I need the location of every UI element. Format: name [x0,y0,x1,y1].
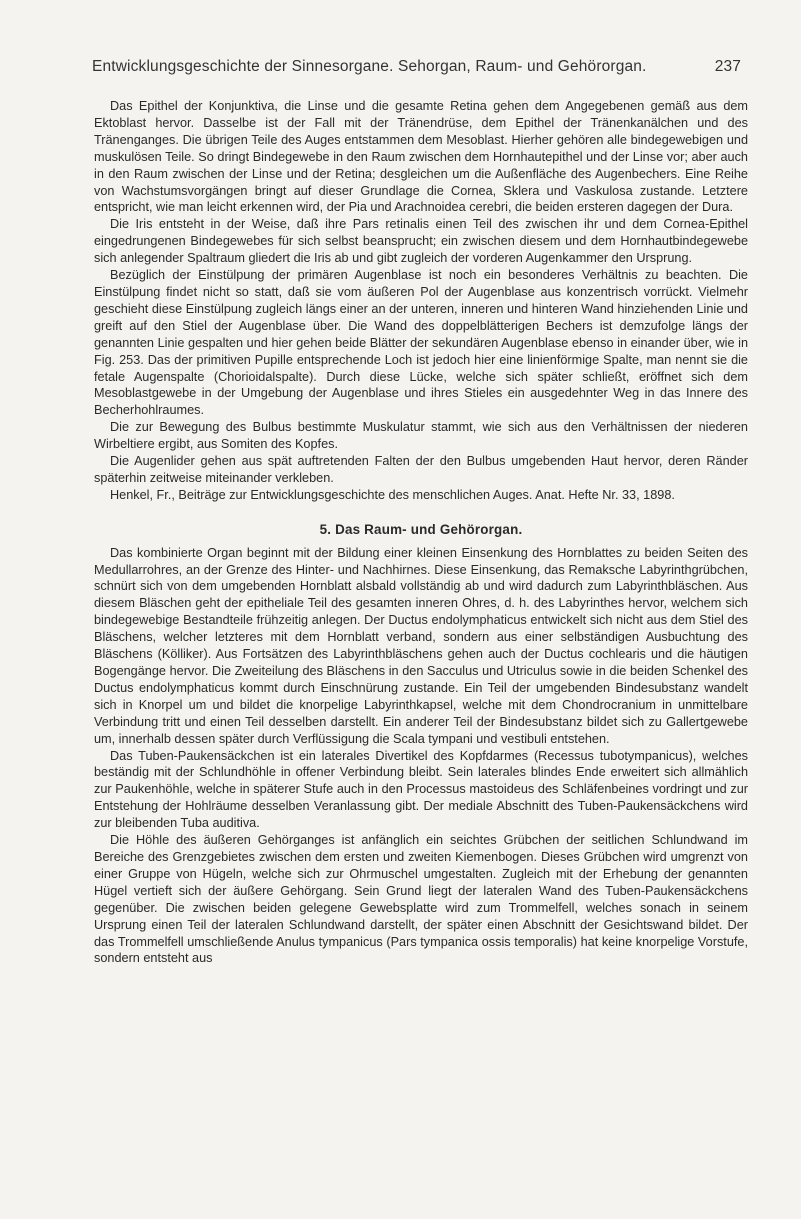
page-number: 237 [714,58,741,75]
paragraph: Das kombinierte Organ beginnt mit der Bildung einer kleinen Einsenkung des Hornblattes zu beiden Seiten des Medullarrohres, an der Grenze des Hinter- und Nachhirnes. Diese Einsenkung, das Remaksche Labyrinthgrübchen, schnürt sich von dem umgebenden Hornblatt alsbald vollständig ab und wird dadurch zum Labyrinthbläschen. Aus diesem Bläschen geht der epitheliale Teil des gesamten inneren Ohres, d. h. des Labyrinthes hervor, welchem sich bindegewebige Bestandteile frühzeitig anlegen. Der Ductus endolymphaticus entwickelt sich nicht aus dem Stiel des Bläschens, welcher letzteres mit dem Hornblatt verband, sondern aus einer selbständigen Ausbuchtung des Bläschens (Kölliker). Aus Fortsätzen des Labyrinthbläschens gehen auch der Ductus cochlearis und die häutigen Bogengänge hervor. Die Zweiteilung des Bläschens in den Sacculus und Utriculus sowie in die beiden Schenkel des Ductus endolymphaticus kommt durch Einschnürung zustande. Ein Teil der umgebenden Bindesubstanz wandelt sich in Knorpel um und bildet die knorpelige Labyrinthkapsel, welche mit dem Chondrocranium in unmittelbare Verbindung tritt und einen Teil desselben darstellt. Ein anderer Teil der Bindesubstanz bildet sich zu Gallertgewebe um, innerhalb dessen später durch Verflüssigung die Scala tympani und vestibuli entstehen. [94,545,748,746]
section-heading: 5. Das Raum- und Gehörorgan. [319,521,523,537]
literature-reference: Henkel, Fr., Beiträge zur Entwicklungsgeschichte des menschlichen Auges. Anat. Hefte Nr. 33, 1898. [110,487,675,502]
running-header [92,58,741,76]
paragraph: Das Epithel der Konjunktiva, die Linse und die gesamte Retina gehen dem Angegebenen gemäß aus dem Ektoblast hervor. Dasselbe ist der Fall mit der Tränendrüse, dem Epithel der Tränenkanälchen und des Tränenganges. Die übrigen Teile des Auges entstammen dem Mesoblast. Hierher gehören alle bindegewebigen und muskulösen Teile. So dringt Bindegewebe in den Raum zwischen dem Hornhautepithel und der Linse vor; aber auch in den Raum zwischen der Linse und der Retina; desgleichen um die Außenfläche des Augenbechers. Eine Reihe von Wachstumsvorgängen bringt auf dieser Grundlage die Cornea, Sklera und Vaskulosa zustande. Letztere entspricht, wie man leicht erkennen wird, der Pia und Arachnoidea cerebri, die beiden ersteren dagegen der Dura. [94,99,748,215]
body-text [94,98,748,967]
paragraph: Die Iris entsteht in der Weise, daß ihre Pars retinalis einen Teil des zwischen ihr und dem Cornea-Epithel eingedrungenen Bindegewebes für sich selbst beansprucht; ein zwischen diesem und dem Hornhautbindegewebe sich anlegender Spaltraum gliedert die Iris ab und gibt zugleich der vorderen Augenkammer den Ursprung. [94,217,748,266]
paragraph: Die zur Bewegung des Bulbus bestimmte Muskulatur stammt, wie sich aus den Verhältnissen der niederen Wirbeltiere ergibt, aus Somiten des Kopfes. [94,420,748,452]
paragraph: Die Augenlider gehen aus spät auftretenden Falten der den Bulbus umgebenden Haut hervor, deren Ränder späterhin zeitweise miteinander verkleben. [94,454,748,485]
paragraph: Die Höhle des äußeren Gehörganges ist anfänglich ein seichtes Grübchen der seitlichen Schlundwand im Bereiche des Grenzgebietes zwischen dem ersten und zweiten Kiemenbogen. Dieses Grübchen wird umgrenzt von einer Gruppe von Hügeln, welche sich zur Ohrmuschel umgestalten. Zugleich mit der Erhebung der genannten Hügel vertieft sich der äußere Gehörgang. Sein Grund liegt der lateralen Wand des Tuben-Paukensäckchens gegenüber. Die zwischen beiden gelegene Gewebsplatte wird zum Trommelfell, welches sonach in seinem Ursprung einen Teil der lateralen Schlundwand darstellt, der später einen Abschnitt der Gesichtswand bildet. Der das Trommelfell umschließende Anulus tympanicus (Pars tympanica ossis temporalis) hat keine knorpelige Vorstufe, sondern entsteht aus [94,833,748,966]
paragraph: Bezüglich der Einstülpung der primären Augenblase ist noch ein besonderes Verhältnis zu beachten. Die Einstülpung findet nicht so statt, daß sie vom äußeren Pol der Augenblase aus konzentrisch vorrückt. Vielmehr geschieht diese Einstülpung zugleich längs einer an der unteren, inneren und hinteren Wand hinziehenden Linie und greift auf den Stiel der Augenblase über. Die Wand des doppelblätterigen Bechers ist demzufolge längs der genannten Linie gespalten und hier gehen beide Blätter der sekundären Augenblase ebenso in einander über, wie in Fig. 253. Das der primitiven Pupille entsprechende Loch ist jedoch hier eine linienförmige Spalte, man nennt sie die fetale Augenspalte (Chorioidalspalte). Durch diese Lücke, welche sich später schließt, eröffnet sich dem Mesoblastgewebe in der Umgebung der Augenblase und ihres Stieles ein ausgedehnter Weg in das Innere des Becherhohlraumes. [94,268,748,418]
header-title: Entwicklungsgeschichte der Sinnesorgane. Sehorgan, Raum- und Gehörorgan. [92,58,647,75]
paragraph: Das Tuben-Paukensäckchen ist ein laterales Divertikel des Kopfdarmes (Recessus tubotympanicus), welches beständig mit der Schlundhöhle in offener Verbindung bleibt. Sein laterales blindes Ende erweitert sich allmählich zur Paukenhöhle, welche in späterer Stufe auch in den Processus mastoideus des Schläfenbeines vordringt und zur Entstehung der Hohlräume desselben Veranlassung gibt. Der mediale Abschnitt des Tuben-Paukensäckchens wird zur bleibenden Tuba auditiva. [94,748,748,831]
